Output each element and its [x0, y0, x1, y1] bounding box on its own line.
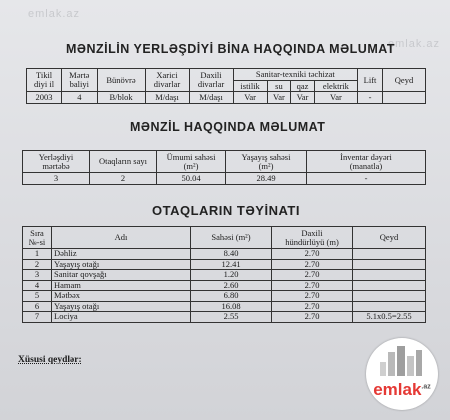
col-sanitar: Sanitar-texniki təchizat: [233, 69, 358, 81]
apartment-info-title: MƏNZİL HAQQINDA MƏLUMAT: [130, 120, 326, 134]
table-row: [23, 291, 426, 302]
cell: 2.70: [272, 301, 353, 312]
cell: [353, 280, 426, 291]
cell: -: [358, 92, 383, 104]
apartment-info-table: [22, 150, 426, 185]
building-info-table: [26, 68, 426, 104]
cell: 2.70: [272, 312, 353, 323]
watermark: emlak.az: [28, 8, 81, 20]
cell: -: [307, 173, 426, 185]
cell: 2003: [27, 92, 62, 104]
rooms-table: [22, 226, 426, 323]
table-row: [23, 249, 426, 260]
col-su: su: [267, 81, 291, 92]
cell: 2.70: [272, 291, 353, 302]
cell: 4: [62, 92, 97, 104]
col-merte: Mərtə baliyi: [62, 69, 97, 92]
cell: Yaşayış otağı: [52, 301, 191, 312]
cell: B/blok: [97, 92, 145, 104]
table-row: [23, 259, 426, 270]
cell: 2.70: [272, 270, 353, 281]
cell: 1: [23, 249, 52, 260]
table-row: [23, 301, 426, 312]
logo-text: emlak$^{.az}$: [373, 380, 431, 399]
col-adi: Adı: [52, 227, 191, 249]
table-row: [23, 312, 426, 323]
col-yasayis: Yaşayış sahəsi (m²): [226, 151, 307, 173]
cell: M/daşı: [189, 92, 233, 104]
col-qaz: qaz: [291, 81, 315, 92]
col-xarici: Xarici divarlar: [145, 69, 189, 92]
col-sahesi: Sahəsi (m²): [191, 227, 272, 249]
cell: [383, 92, 426, 104]
table-row: [23, 173, 426, 185]
cell: 28.49: [226, 173, 307, 185]
cell: 3: [23, 173, 90, 185]
cell: M/daşı: [145, 92, 189, 104]
emlak-logo: [366, 338, 438, 410]
cell: 2.70: [272, 280, 353, 291]
col-hundurluyu: Daxili hündürlüyü (m): [272, 227, 353, 249]
cell: 2.70: [272, 249, 353, 260]
cell: [353, 301, 426, 312]
cell: Lociya: [52, 312, 191, 323]
col-qeyd: Qeyd: [353, 227, 426, 249]
cell: Sanitar qovşağı: [52, 270, 191, 281]
cell: 6.80: [191, 291, 272, 302]
rooms-title: OTAQLARIN TƏYİNATI: [152, 203, 300, 218]
col-lift: Lift: [358, 69, 383, 92]
cell: [353, 291, 426, 302]
col-umumi: Ümumi sahəsi (m²): [157, 151, 226, 173]
cell: 2: [90, 173, 157, 185]
special-notes-label: Xüsusi qeydlər:: [18, 355, 82, 365]
cell: Hamam: [52, 280, 191, 291]
watermark: emlak.az: [388, 38, 441, 50]
col-inventar: İnventar dəyəri (manatla): [307, 151, 426, 173]
cell: [353, 259, 426, 270]
col-elektrik: elektrik: [314, 81, 357, 92]
cell: Var: [267, 92, 291, 104]
cell: [353, 270, 426, 281]
building-info-title: MƏNZİLİN YERLƏŞDİYİ BİNA HAQQINDA MƏLUMAT: [66, 42, 395, 56]
col-otaqlar: Otaqların sayı: [90, 151, 157, 173]
cell: 4: [23, 280, 52, 291]
cell: 2.70: [272, 259, 353, 270]
col-istilik: istilik: [233, 81, 267, 92]
cell: Mətbəx: [52, 291, 191, 302]
cell: 8.40: [191, 249, 272, 260]
table-row: [23, 270, 426, 281]
cell: 7: [23, 312, 52, 323]
col-tikil: Tikil diyi il: [27, 69, 62, 92]
cell: Yaşayış otağı: [52, 259, 191, 270]
cell: Dəhliz: [52, 249, 191, 260]
cell: 2.55: [191, 312, 272, 323]
cell: 12.41: [191, 259, 272, 270]
col-qeyd: Qeyd: [383, 69, 426, 92]
cell: Var: [291, 92, 315, 104]
col-daxili: Daxili divarlar: [189, 69, 233, 92]
cell: Var: [233, 92, 267, 104]
cell: 2.60: [191, 280, 272, 291]
cell: 2: [23, 259, 52, 270]
cell: 50.04: [157, 173, 226, 185]
table-row: [23, 280, 426, 291]
col-yerlesdiyi: Yerləşdiyi mərtəbə: [23, 151, 90, 173]
cell: 16.08: [191, 301, 272, 312]
cell: Var: [314, 92, 357, 104]
cell: 1.20: [191, 270, 272, 281]
cell: 5: [23, 291, 52, 302]
cell: 5.1x0.5=2.55: [353, 312, 426, 323]
cell: 3: [23, 270, 52, 281]
cell: [353, 249, 426, 260]
col-bunovre: Bünövrə: [97, 69, 145, 92]
table-row: [27, 92, 426, 104]
col-sira: Sıra №-si: [23, 227, 52, 249]
cell: 6: [23, 301, 52, 312]
